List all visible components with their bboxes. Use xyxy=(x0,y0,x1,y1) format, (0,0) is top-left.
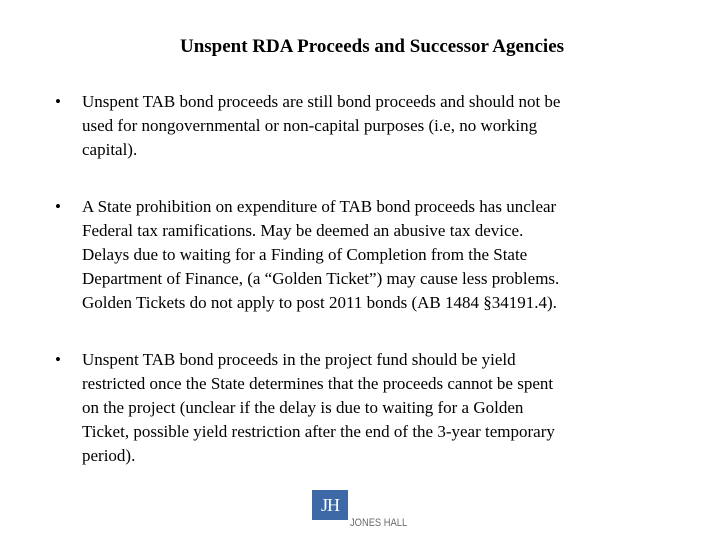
bullet-line: capital). xyxy=(82,140,138,159)
bullet-line: on the project (unclear if the delay is due to waiting for a Golden xyxy=(82,398,524,417)
slide-title: Unspent RDA Proceeds and Successor Agencies xyxy=(179,36,565,57)
bullet-line: Unspent TAB bond proceeds in the project fund should be yield xyxy=(82,350,516,369)
bullet-line: Department of Finance, (a “Golden Ticket”) may cause less problems. xyxy=(82,269,560,288)
bullet-text xyxy=(82,90,657,162)
bullet-text xyxy=(82,195,657,315)
bullet-line: Ticket, possible yield restriction after the end of the 3-year temporary xyxy=(82,422,555,441)
bullet-text xyxy=(82,348,657,468)
bullet-line: Golden Tickets do not apply to post 2011 bonds (AB 1484 §34191.4). xyxy=(82,293,557,312)
jones-hall-logo xyxy=(312,490,422,532)
logo-monogram: JH xyxy=(312,490,348,520)
bullet-line: period). xyxy=(82,446,136,465)
bullet-line: Delays due to waiting for a Finding of Completion from the State xyxy=(82,245,528,264)
bullet-marker: • xyxy=(55,197,61,216)
bullet-marker: • xyxy=(55,92,61,111)
bullet-marker: • xyxy=(55,350,61,369)
bullet-line: Federal tax ramifications. May be deemed an abusive tax device. xyxy=(82,221,524,240)
bullet-line: restricted once the State determines that the proceeds cannot be spent xyxy=(82,374,554,393)
bullet-line: used for nongovernmental or non-capital purposes (i.e, no working xyxy=(82,116,538,135)
bullet-line: Unspent TAB bond proceeds are still bond proceeds and should not be xyxy=(82,92,561,111)
logo-name: JONES HALL xyxy=(350,517,408,529)
bullet-line: A State prohibition on expenditure of TAB bond proceeds has unclear xyxy=(82,197,557,216)
